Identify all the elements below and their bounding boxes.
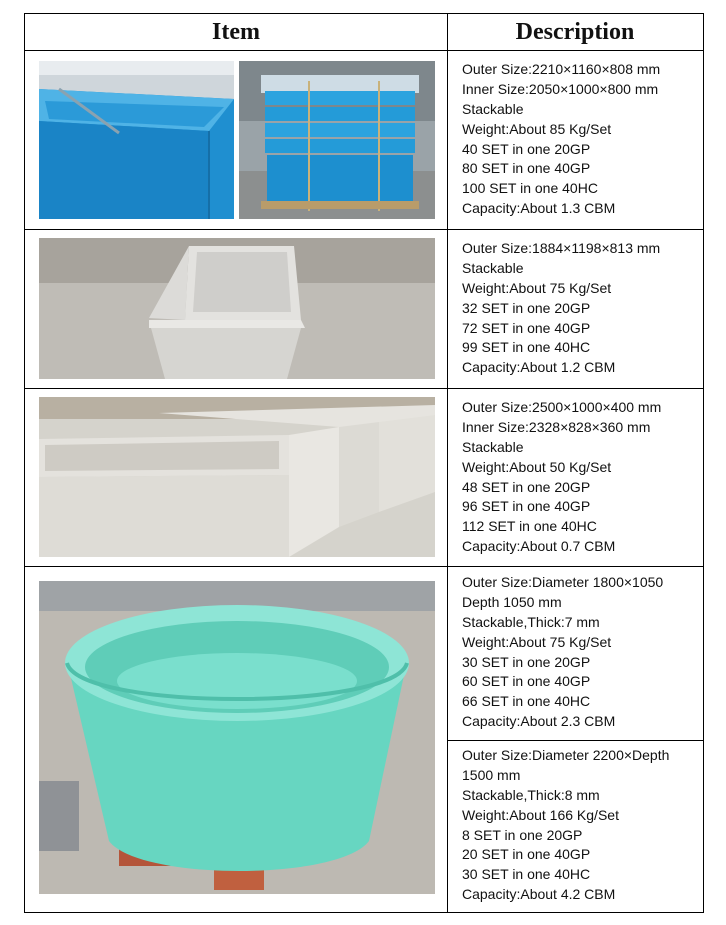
spec-line: Stackable,Thick:8 mm <box>462 786 600 803</box>
spec-line: 20 SET in one 40GP <box>462 846 591 863</box>
spec-line: Capacity:About 4.2 CBM <box>462 886 616 903</box>
spec-line: Capacity:About 2.3 CBM <box>462 713 616 730</box>
spec-line: Inner Size:2050×1000×800 mm <box>462 80 659 97</box>
spec-line: Outer Size:1884×1198×813 mm <box>462 240 661 256</box>
spec-line: 30 SET in one 20GP <box>462 653 591 670</box>
description-header: Description <box>515 18 635 45</box>
spec-line: 96 SET in one 40GP <box>462 498 591 515</box>
spec-line: 66 SET in one 40HC <box>462 693 591 710</box>
column-divider <box>447 14 448 912</box>
spec-table <box>24 13 704 913</box>
spec-line: Weight:About 75 Kg/Set <box>462 633 612 650</box>
spec-line: Outer Size:2500×1000×400 mm <box>462 399 662 415</box>
description-row-3 <box>462 398 661 557</box>
spec-line: Inner Size:2328×828×360 mm <box>462 418 651 435</box>
spec-line: 1500 mm <box>462 766 521 783</box>
spec-line: Stackable <box>462 100 524 117</box>
spec-line: Outer Size:Diameter 1800×1050 <box>462 574 664 590</box>
row-divider <box>25 566 703 567</box>
description-row-4 <box>462 573 663 732</box>
spec-line: Weight:About 75 Kg/Set <box>462 279 612 296</box>
spec-line: 30 SET in one 40HC <box>462 866 591 883</box>
row-divider <box>447 740 703 741</box>
spec-line: Capacity:About 0.7 CBM <box>462 538 616 555</box>
spec-line: 80 SET in one 40GP <box>462 160 591 177</box>
spec-line: Capacity:About 1.3 CBM <box>462 200 616 217</box>
shallow-tanks-photo <box>39 397 435 557</box>
description-row-2 <box>462 239 660 378</box>
stacked-tanks-photo <box>239 61 435 219</box>
spec-line: 8 SET in one 20GP <box>462 826 583 843</box>
row-divider <box>25 388 703 389</box>
spec-line: Depth 1050 mm <box>462 593 562 610</box>
spec-line: Weight:About 166 Kg/Set <box>462 806 619 823</box>
round-tank-photo <box>39 581 435 894</box>
spec-line: 40 SET in one 20GP <box>462 140 591 157</box>
spec-line: Stackable <box>462 259 524 276</box>
spec-line: 100 SET in one 40HC <box>462 180 598 197</box>
spec-line: Weight:About 50 Kg/Set <box>462 458 612 475</box>
description-row-1 <box>462 60 660 219</box>
row-divider <box>25 229 703 230</box>
spec-line: 32 SET in one 20GP <box>462 299 591 316</box>
spec-line: Stackable <box>462 438 524 455</box>
spec-line: 60 SET in one 40GP <box>462 673 591 690</box>
row-divider <box>25 50 703 51</box>
blue-tank-photo <box>39 61 234 219</box>
grey-tank-photo <box>39 238 435 379</box>
spec-line: Outer Size:2210×1160×808 mm <box>462 61 661 77</box>
spec-line: 99 SET in one 40HC <box>462 339 591 356</box>
spec-line: Stackable,Thick:7 mm <box>462 613 600 630</box>
item-header: Item <box>212 18 260 45</box>
spec-line: Weight:About 85 Kg/Set <box>462 120 612 137</box>
spec-line: Outer Size:Diameter 2200×Depth <box>462 747 670 763</box>
spec-line: Capacity:About 1.2 CBM <box>462 359 616 376</box>
description-row-5 <box>462 746 669 905</box>
spec-line: 112 SET in one 40HC <box>462 518 597 535</box>
spec-line: 48 SET in one 20GP <box>462 478 591 495</box>
spec-line: 72 SET in one 40GP <box>462 319 591 336</box>
